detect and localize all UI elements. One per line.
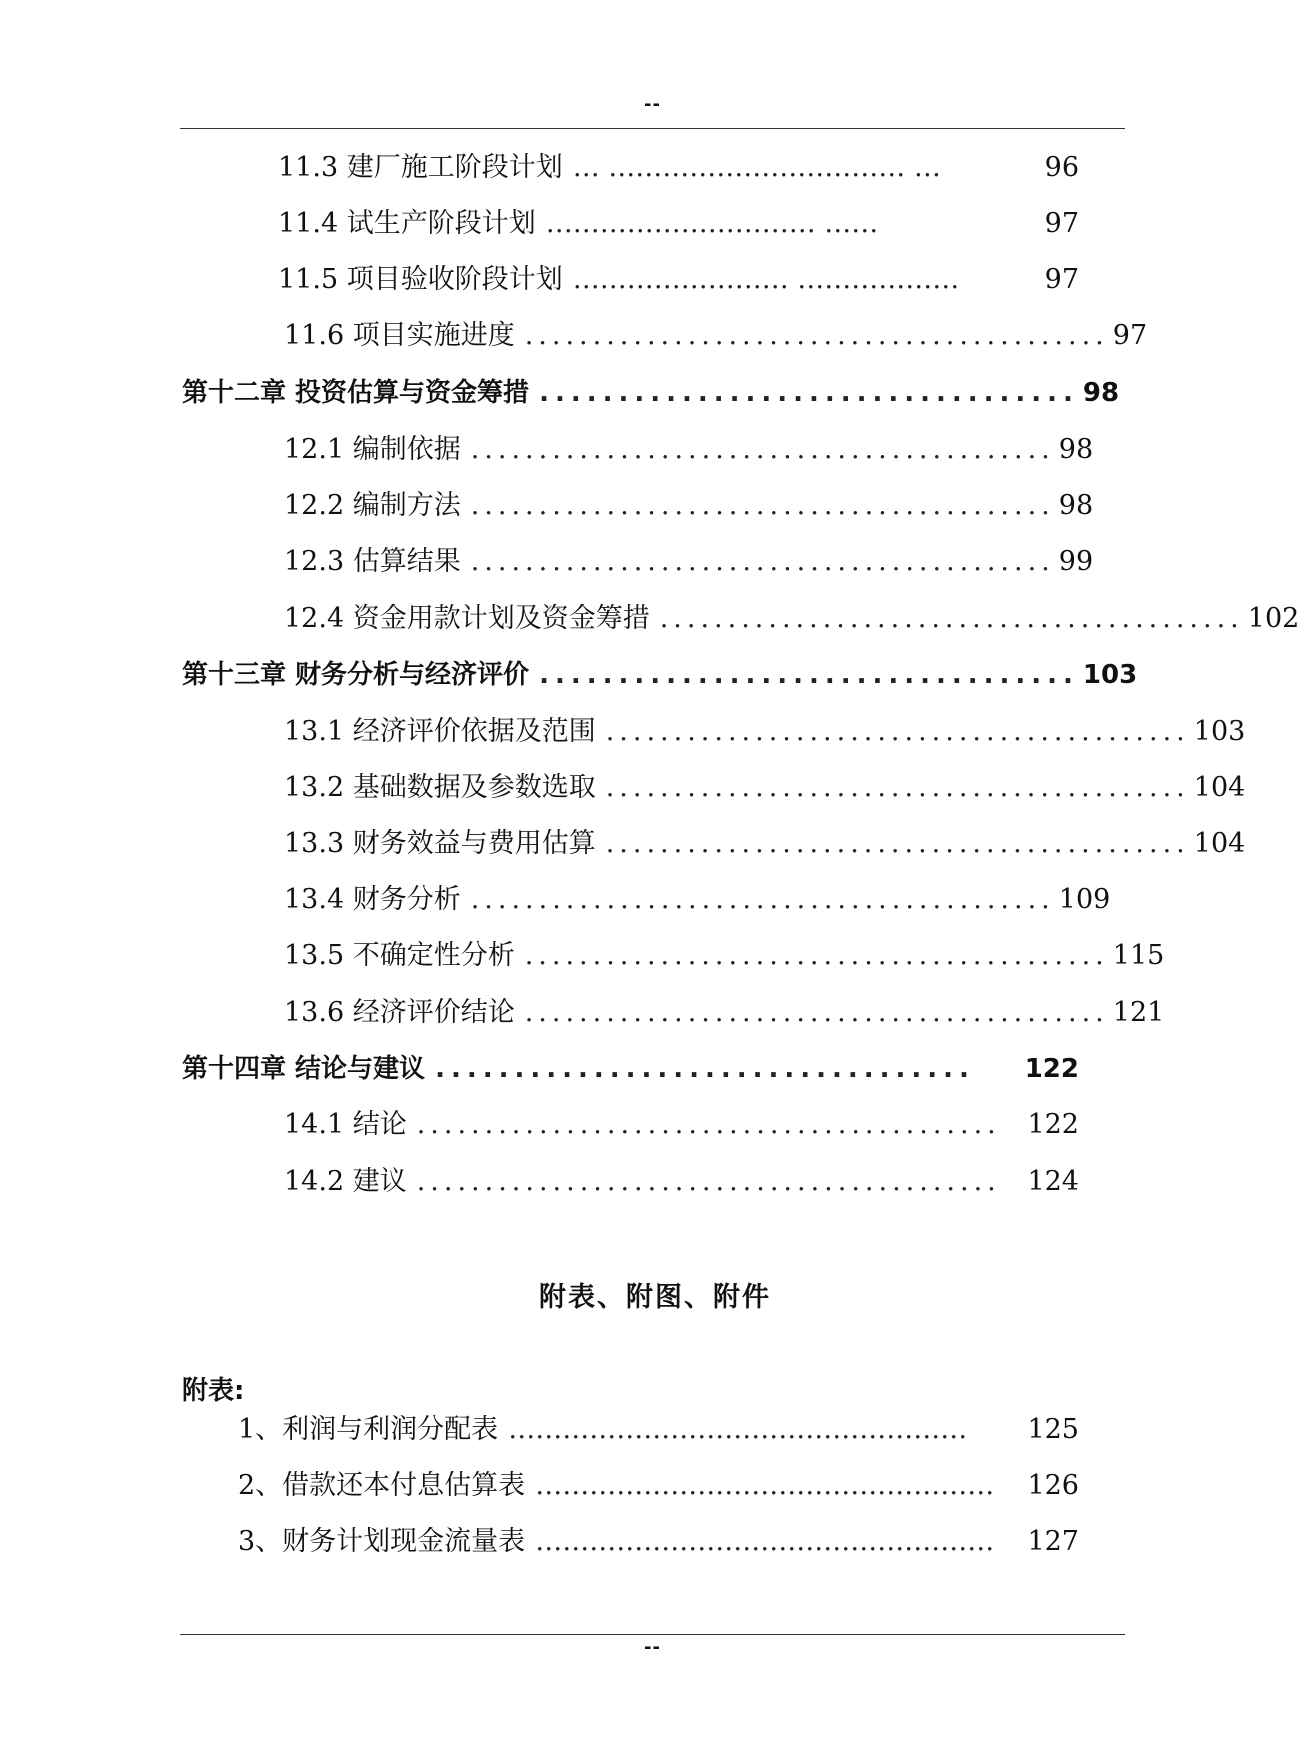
appendix-tables-heading: 附表: — [182, 1376, 245, 1406]
toc-leader: …………………………………………… — [535, 1526, 995, 1557]
toc-entry[interactable] — [284, 1105, 1079, 1145]
toc-page-number: 102 — [1247, 603, 1300, 634]
toc-leader: … …………………………… … — [572, 152, 941, 183]
toc-entry[interactable] — [284, 1162, 1079, 1202]
toc-entry-label: 12.4 资金用款计划及资金筹措 — [284, 603, 650, 634]
toc-page-number: 104 — [1193, 828, 1246, 859]
toc-page-number: 127 — [1027, 1526, 1079, 1557]
toc-leader: .................................. — [539, 378, 1079, 408]
toc-chapter-label: 第十四章 结论与建议 — [182, 1054, 426, 1084]
toc-leader: …………………………………………… — [535, 1470, 995, 1501]
appendix-item[interactable] — [238, 1466, 1079, 1506]
footer-mark: -- — [644, 1637, 661, 1658]
appendix-item-label: 2、借款还本付息估算表 — [238, 1470, 526, 1501]
toc-chapter-label: 第十二章 投资估算与资金筹措 — [182, 378, 530, 408]
toc-entry[interactable] — [284, 712, 1246, 752]
toc-page-number: 98 — [1058, 434, 1094, 465]
toc-leader: ........................................... — [416, 1109, 1001, 1140]
header-mark: -- — [644, 94, 661, 115]
toc-page-number: 121 — [1112, 997, 1165, 1028]
toc-leader: ........................................... — [470, 884, 1055, 915]
toc-entry[interactable] — [284, 768, 1246, 808]
toc-entry-label: 14.2 建议 — [284, 1166, 407, 1197]
toc-leader: …………………… ……………… — [572, 264, 960, 295]
toc-entry[interactable] — [284, 993, 1165, 1033]
toc-entry-label: 13.3 财务效益与费用估算 — [284, 828, 596, 859]
page-header — [180, 88, 1125, 129]
appendix-item-label: 3、财务计划现金流量表 — [238, 1526, 526, 1557]
toc-leader: ........................................... — [605, 772, 1190, 803]
toc-entry-label: 12.3 估算结果 — [284, 546, 461, 577]
toc-entry[interactable] — [278, 260, 1079, 300]
toc-leader: ........................................... — [659, 603, 1244, 634]
toc-page-number: 104 — [1193, 772, 1246, 803]
toc-entry-label: 13.1 经济评价依据及范围 — [284, 716, 596, 747]
toc-page-number: 98 — [1082, 378, 1120, 408]
toc-page-number: 97 — [1044, 208, 1079, 239]
page-footer — [180, 1634, 1125, 1658]
toc-page-number: 103 — [1082, 660, 1138, 690]
toc-leader: ........................................... — [416, 1166, 1001, 1197]
toc-chapter-label: 第十三章 财务分析与经济评价 — [182, 660, 530, 690]
toc-page-number: 125 — [1027, 1414, 1079, 1445]
toc-leader: ........................................... — [470, 434, 1055, 465]
toc-page-number: 96 — [1044, 152, 1079, 183]
toc-entry-label: 11.3 建厂施工阶段计划 — [278, 152, 563, 183]
toc-leader: ........................................... — [524, 940, 1109, 971]
appendix-title: 附表、附图、附件 — [539, 1282, 771, 1313]
toc-entry[interactable] — [284, 599, 1300, 639]
toc-entry[interactable] — [284, 880, 1111, 920]
toc-entry[interactable] — [284, 542, 1094, 582]
toc-page-number: 109 — [1058, 884, 1111, 915]
toc-entry-label: 13.2 基础数据及参数选取 — [284, 772, 596, 803]
toc-entry[interactable] — [284, 936, 1165, 976]
toc-leader: ........................................... — [605, 828, 1190, 859]
toc-entry-label: 11.5 项目验收阶段计划 — [278, 264, 563, 295]
toc-page-number: 115 — [1112, 940, 1165, 971]
toc-entry-label: 13.5 不确定性分析 — [284, 940, 515, 971]
toc-leader: ........................................... — [524, 997, 1109, 1028]
toc-entry[interactable] — [278, 148, 1079, 188]
toc-entry-label: 14.1 结论 — [284, 1109, 407, 1140]
toc-page-number: 98 — [1058, 490, 1094, 521]
toc-chapter[interactable] — [182, 655, 1138, 695]
toc-entry-label: 13.6 经济评价结论 — [284, 997, 515, 1028]
toc-entry-label: 12.1 编制依据 — [284, 434, 461, 465]
toc-leader: ........................................... — [470, 490, 1055, 521]
toc-entry[interactable] — [284, 824, 1246, 864]
toc-page-number: 103 — [1193, 716, 1246, 747]
toc-leader: ........................................... — [605, 716, 1190, 747]
toc-page-number: 122 — [1024, 1054, 1079, 1084]
appendix-item[interactable] — [238, 1410, 1079, 1450]
toc-page-number: 124 — [1027, 1166, 1079, 1197]
toc-chapter[interactable] — [182, 1049, 1079, 1089]
toc-page-number: 97 — [1044, 264, 1079, 295]
toc-entry-label: 11.6 项目实施进度 — [284, 320, 515, 351]
toc-leader: .................................. — [539, 660, 1079, 690]
toc-chapter[interactable] — [182, 373, 1120, 413]
toc-entry-label: 11.4 试生产阶段计划 — [278, 208, 536, 239]
toc-leader: …………………………………………… — [508, 1414, 968, 1445]
appendix-item[interactable] — [238, 1522, 1079, 1562]
toc-entry[interactable] — [278, 204, 1079, 244]
toc-leader: ........................................... — [524, 320, 1109, 351]
toc-entry-label: 13.4 财务分析 — [284, 884, 461, 915]
toc-page-number: 97 — [1112, 320, 1148, 351]
toc-page-number: 126 — [1027, 1470, 1079, 1501]
toc-entry[interactable] — [284, 486, 1094, 526]
toc-entry-label: 12.2 编制方法 — [284, 490, 461, 521]
toc-leader: .................................. — [435, 1054, 975, 1084]
toc-entry[interactable] — [284, 316, 1148, 356]
appendix-item-label: 1、利润与利润分配表 — [238, 1414, 499, 1445]
toc-entry[interactable] — [284, 430, 1094, 470]
toc-leader: ........................................... — [470, 546, 1055, 577]
toc-leader: ………………………… …… — [545, 208, 879, 239]
toc-page-number: 99 — [1058, 546, 1094, 577]
toc-page-number: 122 — [1027, 1109, 1079, 1140]
